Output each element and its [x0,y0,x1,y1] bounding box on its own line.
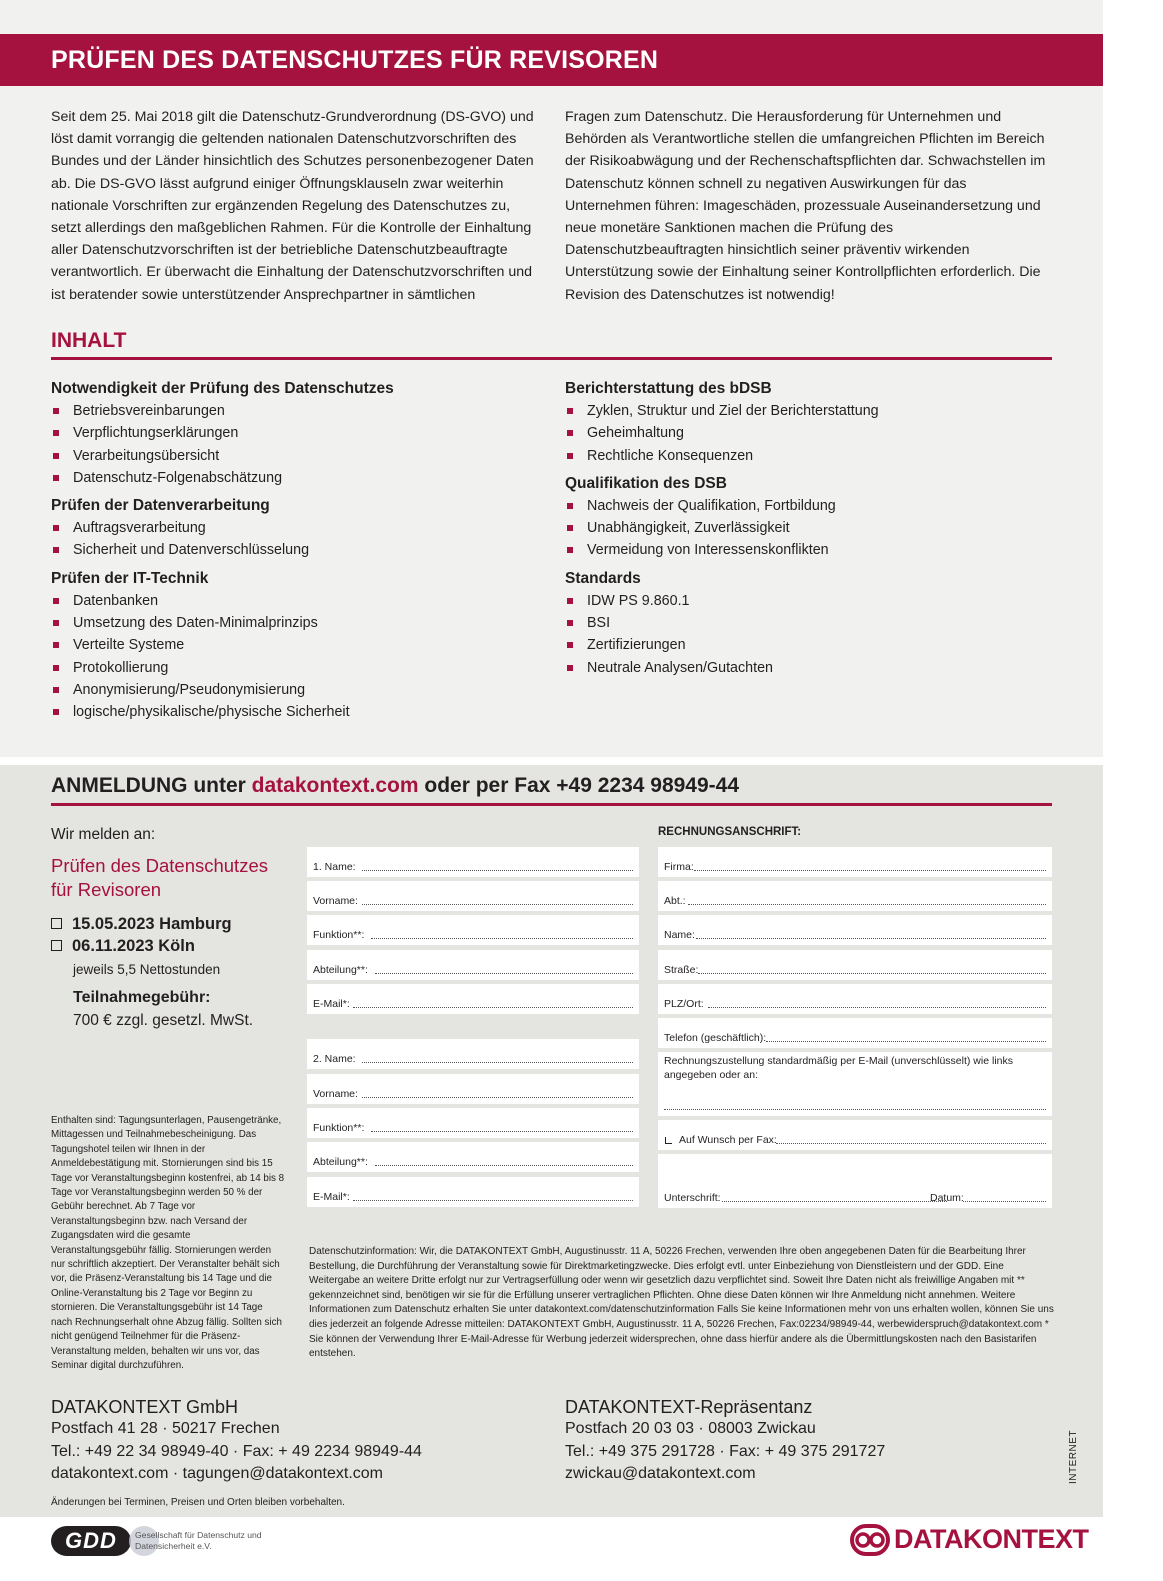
registration-rule [51,803,1052,806]
contents-title: INHALT [51,329,127,352]
company-web-email[interactable]: datakontext.com · tagungen@datakontext.com [51,1465,383,1483]
toc-item: IDW PS 9.860.1 [565,590,1045,612]
field-label: E-Mail*: [313,998,350,1010]
fee-label: Teilnahmegebühr: [73,989,211,1006]
participant2-function-field[interactable] [307,1108,639,1138]
field-label: 2. Name: [313,1053,356,1065]
field-label: Funktion**: [313,929,365,941]
datakontext-logo-icon [850,1523,890,1557]
toc-item: Umsetzung des Daten-Minimalprinzips [51,612,531,634]
event-title: Prüfen des Datenschutzes für Revisoren [51,855,268,900]
changes-disclaimer: Änderungen bei Terminen, Preisen und Orten bleiben vorbehalten. [51,1497,345,1508]
field-label: 1. Name: [313,861,356,873]
field-label: Telefon (geschäftlich): [664,1032,767,1044]
billing-zip-city-field[interactable] [658,984,1052,1014]
company-postal: Postfach 20 03 03 · 08003 Zwickau [565,1420,816,1438]
date-field-label: Datum: [930,1192,964,1204]
toc-item: Protokollierung [51,657,531,679]
title-banner [0,34,1103,86]
toc-item: Verteilte Systeme [51,634,531,656]
toc-heading: Prüfen der Datenverarbeitung [51,497,270,515]
billing-street-field[interactable] [658,950,1052,980]
signature-field[interactable] [658,1154,1052,1208]
hours-note: jeweils 5,5 Nettostunden [73,962,221,977]
toc-item: logische/physikalische/physische Sicherheit [51,701,531,723]
participant1-firstname-field[interactable] [307,881,639,911]
toc-item: Rechtliche Konsequenzen [565,445,1045,467]
toc-item: Datenbanken [51,590,531,612]
privacy-notice: Datenschutzinformation: Wir, die DATAKONTEXT GmbH, Augustinusstr. 11 A, 50226 Frechen, verwenden Ihre oben angegebenen Daten für die Bearbeitung Ihrer Bestellung, die Durchführung der Veranstaltung sowie für Direktmarketingzwecke. Dies erfolgt evtl. unter Einbeziehung von Dienstleistern und der GDD. Eine Weitergabe an weitere Dritte erfolgt nur zur Vertragserfüllung oder wenn wir gesetzlich dazu verpflichtet sind. Soweit Ihre Daten nicht als freiwillige Angaben mit ** gekennzeichnet sind, benötigen wir sie für die Erfüllung unserer vertraglichen Pflichten. Ohne diese Daten können wir Ihre Anmeldung nicht annehmen. Weitere Informationen zum Datenschutz erhalten Sie unter datakontext.com/datenschutzinformation Falls Sie keine Informationen mehr von uns erhalten wollen, können Sie uns dies jederzeit an folgende Adresse mitteilen: DATAKONTEXT GmbH, Augustinusstr. 11 A, 50226 Frechen, Fax:02234/98949-44, werbewiderspruch@datakontext.com * Sie können der Verwendung Ihrer E-Mail-Adresse für Werbung jederzeit widersprechen, ohne dass hierfür andere als die Übermittlungskosten nach den Basistarifen entstehen. [309,1246,1054,1360]
toc-heading: Prüfen der IT-Technik [51,569,209,587]
company-name: DATAKONTEXT GmbH [51,1397,239,1417]
field-label: Firma: [664,861,694,873]
field-label: Funktion**: [313,1122,365,1134]
participant2-name-field[interactable] [307,1039,639,1069]
toc-heading: Berichterstattung des bDSB [565,380,772,397]
gdd-logo [51,1524,271,1560]
field-label: Abt.: [664,895,686,907]
participant2-firstname-field[interactable] [307,1074,639,1104]
billing-department-field[interactable] [658,881,1052,911]
checkbox[interactable] [51,940,62,951]
toc-item: Verarbeitungsübersicht [51,445,531,467]
toc-item: Zyklen, Struktur und Ziel der Berichterstattung [565,400,1045,422]
registration-title [51,774,739,798]
company-phone-fax: Tel.: +49 22 34 98949-40 · Fax: + 49 2234 98949-44 [51,1442,422,1460]
date-label: 06.11.2023 Köln [72,937,195,955]
field-label: Vorname: [313,1088,358,1100]
intro-text-left: Seit dem 25. Mai 2018 gilt die Datenschutz-Grundverordnung (DS-GVO) und löst damit vorrangig die geltenden nationalen Datenschutzvorschriften des Bundes und der Länder hinsichtlich des Schutzes personenbezogener Daten ab. Die DS-GVO lässt aufgrund einiger Öffnungsklauseln zwar weiterhin nationale Vorschriften zur ergänzenden Regelung des Datenschutzes zu, setzt allerdings den maßgeblichen Rahmen. Für die Kontrolle der Einhaltung aller Datenschutzvorschriften ist der betriebliche Datenschutzbeauftragte verantwortlich. Er überwacht die Einhaltung der Datenschutzvorschriften und ist beratender sowie unterstützender Ansprechpartner in sämtlichen [51,109,534,303]
intro-text-right: Fragen zum Datenschutz. Die Herausforderung für Unternehmen und Behörden als Verantwortliche stellen die umfangreichen Pflichten im Bereich der Risikoabwägung und der Rechenschaftspflichten dar. Schwachstellen im Datenschutz können schnell zu negativen Auswirkungen für das Unternehmen führen: Imageschäden, prozessuale Auseinandersetzung und neue monetäre Sanktionen machen die Prüfung des Datenschutzbeauftragten hinsichtlich seiner präventiv wirkenden Unterstützung sowie der Einhaltung seiner Kontrollpflichten erforderlich. Die Revision des Datenschutzes ist notwendig! [565,109,1046,303]
company-address-zwickau [565,1396,885,1486]
page-title: PRÜFEN DES DATENSCHUTZES FÜR REVISOREN [51,46,659,74]
gdd-logo-mark: GDD [51,1526,131,1556]
toc-heading: Qualifikation des DSB [565,474,727,492]
field-label: Abteilung**: [313,964,368,976]
fax-option-label: Auf Wunsch per Fax: [679,1134,777,1146]
field-label: Abteilung**: [313,1156,368,1168]
billing-company-field[interactable] [658,847,1052,877]
signature-label: Unterschrift: [664,1192,721,1204]
toc-item: Auftragsverarbeitung [51,517,531,539]
date-label: 15.05.2023 Hamburg [72,915,232,933]
fee-value: 700 € zzgl. gesetzl. MwSt. [73,1012,254,1029]
participant1-email-field[interactable] [307,984,639,1014]
toc-item: BSI [565,612,1045,634]
toc-item: Geheimhaltung [565,422,1045,444]
contents-column-right [565,378,1045,679]
datakontext-logo-text: DATAKONTEXT [894,1524,1089,1554]
participant1-name-field[interactable] [307,847,639,877]
field-label: Name: [664,929,695,941]
toc-item: Verpflichtungserklärungen [51,422,531,444]
internet-label: INTERNET [1068,1430,1079,1484]
checkbox[interactable] [51,918,62,929]
participant2-email-field[interactable] [307,1177,639,1207]
invoice-note: Rechnungszustellung standardmäßig per E-Mail (unverschlüsselt) wie links angegeben oder an: [664,1055,1013,1081]
toc-item: Datenschutz-Folgenabschätzung [51,467,531,489]
company-phone-fax: Tel.: +49 375 291728 · Fax: + 49 375 291727 [565,1442,886,1460]
registration-title-prefix: ANMELDUNG unter [51,774,252,797]
field-label: E-Mail*: [313,1191,350,1203]
toc-item: Anonymisierung/Pseudonymisierung [51,679,531,701]
registration-title-suffix: oder per Fax +49 2234 98949-44 [418,774,740,797]
participant2-department-field[interactable] [307,1142,639,1172]
toc-item: Sicherheit und Datenverschlüsselung [51,539,531,561]
date-option-hamburg[interactable] [51,913,232,935]
toc-item: Nachweis der Qualifikation, Fortbildung [565,495,1045,517]
toc-item: Neutrale Analysen/Gutachten [565,657,1045,679]
datakontext-logo [850,1521,1102,1561]
company-address-frechen [51,1396,422,1486]
contents-column-left [51,378,531,724]
toc-item: Betriebsvereinbarungen [51,400,531,422]
participant1-function-field[interactable] [307,915,639,945]
contents-rule [51,357,1052,360]
toc-heading: Standards [565,569,641,587]
invoice-email-field[interactable] [658,1052,1052,1116]
gdd-logo-text: Gesellschaft für Datenschutz und Datensicherheit e.V. [135,1530,262,1551]
billing-phone-field[interactable] [658,1018,1052,1048]
company-postal: Postfach 41 28 · 50217 Frechen [51,1420,280,1438]
field-label: PLZ/Ort: [664,998,704,1010]
company-email[interactable]: zwickau@datakontext.com [565,1465,756,1483]
company-name: DATAKONTEXT-Repräsentanz [565,1397,813,1417]
fax-option[interactable] [658,1120,1052,1150]
toc-item: Unabhängigkeit, Zuverlässigkeit [565,517,1045,539]
we-register-label: Wir melden an: [51,826,156,843]
field-label: Straße: [664,964,699,976]
toc-item: Vermeidung von Interessenskonflikten [565,539,1045,561]
toc-item: Zertifizierungen [565,634,1045,656]
checkbox[interactable] [665,1137,672,1144]
terms-text: Enthalten sind: Tagungsunterlagen, Pausengetränke, Mittagessen und Teilnahmebescheinigung. Das Tagungshotel teilen wir Ihnen in der Anmeldebestätigung mit. Stornierungen sind bis 15 Tage vor Veranstaltungsbeginn kostenfrei, ab 14 bis 8 Tage vor Veranstaltungsbeginn werden 50 % der Gebühr berechnet. Ab 7 Tage vor Veranstaltungsbeginn bzw. nach Versand der Zugangsdaten wird die gesamte Veranstaltungsgebühr fällig. Stornierungen werden nur schriftlich akzeptiert. Der Veranstalter behält sich vor, die Präsenz-Veranstaltung bis 14 Tage und die Online-Veranstaltung bis 2 Tage vor Beginn zu stornieren. Die Veranstaltungsgebühr ist 14 Tage nach Rechnungserhalt ohne Abzug fällig. Sollten sich nicht genügend Teilnehmer für die Präsenz-Veranstaltung melden, behalten wir uns vor, das Seminar digital durchzuführen. [51,1115,285,1371]
billing-name-field[interactable] [658,915,1052,945]
date-option-koeln[interactable] [51,935,195,957]
toc-heading: Notwendigkeit der Prüfung des Datenschutzes [51,380,394,397]
participant1-department-field[interactable] [307,950,639,980]
registration-link[interactable]: datakontext.com [251,774,419,797]
field-label: Vorname: [313,895,358,907]
billing-title: RECHNUNGSANSCHRIFT: [658,826,802,838]
